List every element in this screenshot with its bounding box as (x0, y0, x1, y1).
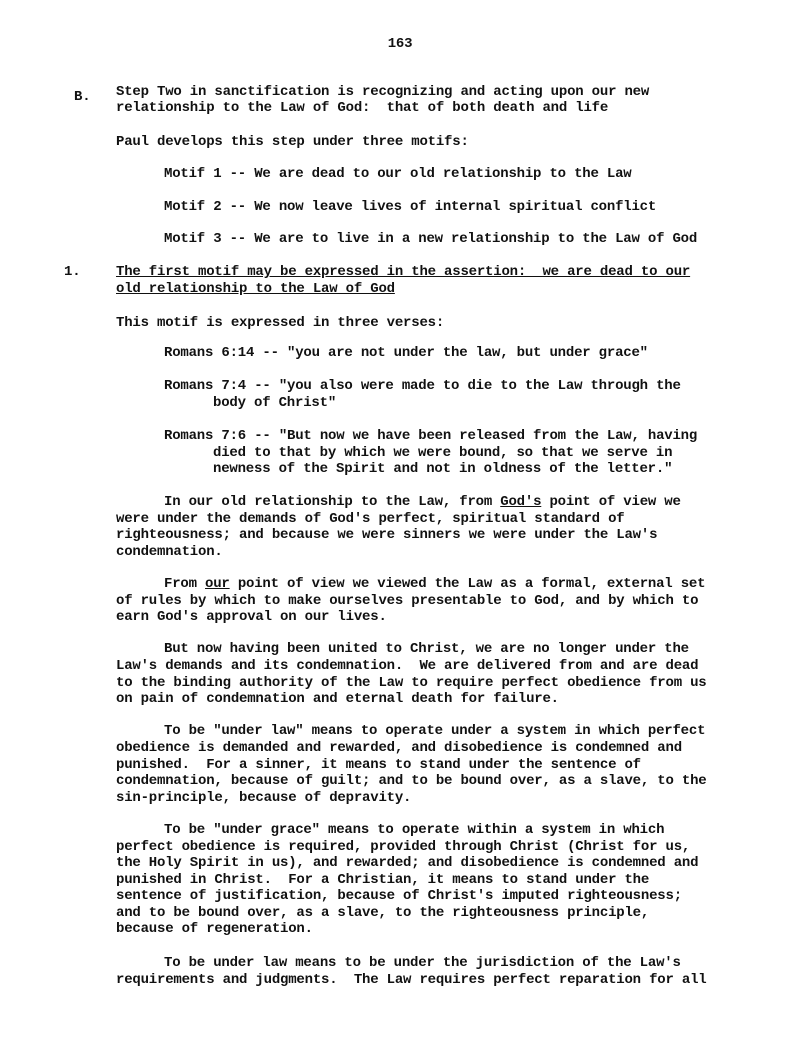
verses-intro: This motif is expressed in three verses: (116, 315, 445, 331)
paragraph-2-text-c: point of view we viewed the Law as a formal, external set (229, 576, 706, 592)
paragraph-5-line-2: perfect obedience is required, provided through Christ (Christ for us, (116, 839, 691, 855)
paragraph-1-text-a: In our old relationship to the Law, from (164, 494, 501, 510)
verse-romans-6-14: Romans 6:14 -- "you are not under the law, but under grace" (164, 345, 648, 361)
verse-romans-7-6-line-3: newness of the Spirit and not in oldness of the letter." (213, 461, 673, 477)
section-b-label: B. (74, 89, 91, 105)
paragraph-5-line-3: the Holy Spirit in us), and rewarded; and disobedience is condemned and (116, 855, 699, 871)
section-b-line-2: relationship to the Law of God: that of both death and life (116, 100, 609, 116)
paragraph-4-line-4: condemnation, because of guilt; and to be bound over, as a slave, to the (116, 773, 707, 789)
paragraph-1-line-1 (164, 494, 681, 511)
paragraph-4-line-5: sin-principle, because of depravity. (116, 790, 412, 806)
paragraph-1-line-3: righteousness; and because we were sinners we were under the Law's (116, 527, 658, 543)
point-1-label: 1. (64, 264, 81, 280)
paragraph-5-line-7: because of regeneration. (116, 921, 313, 937)
paragraph-1-line-4: condemnation. (116, 544, 223, 560)
emphasis-our: our (205, 576, 230, 592)
paragraph-3-line-4: on pain of condemnation and eternal death for failure. (116, 691, 559, 707)
page-number: 163 (387, 36, 413, 52)
paragraph-2-line-3: earn God's approval on our lives. (116, 609, 387, 625)
point-1-line-1: The first motif may be expressed in the assertion: we are dead to our (116, 264, 691, 280)
motif-1: Motif 1 -- We are dead to our old relationship to the Law (164, 166, 632, 182)
paragraph-2-line-1 (164, 576, 705, 593)
paragraph-3-line-1: But now having been united to Christ, we are no longer under the (164, 641, 689, 657)
paragraph-5-line-6: and to be bound over, as a slave, to the righteousness principle, (116, 905, 650, 921)
paragraph-4-line-3: punished. For a sinner, it means to stand under the sentence of (116, 757, 641, 773)
verse-romans-7-4-line-1: Romans 7:4 -- "you also were made to die to the Law through the (164, 378, 681, 394)
paragraph-5-line-1: To be "under grace" means to operate within a system in which (164, 822, 665, 838)
paragraph-1-text-c: point of view we (541, 494, 681, 510)
paragraph-3-line-2: Law's demands and its condemnation. We are delivered from and are dead (116, 658, 699, 674)
point-1-line-2: old relationship to the Law of God (116, 281, 395, 297)
verse-romans-7-6-line-1: Romans 7:6 -- "But now we have been released from the Law, having (164, 428, 698, 444)
verse-romans-7-4-line-2: body of Christ" (213, 395, 337, 411)
motif-3: Motif 3 -- We are to live in a new relationship to the Law of God (164, 231, 698, 247)
verse-romans-7-6-line-2: died to that by which we were bound, so that we serve in (213, 445, 673, 461)
paragraph-3-line-3: to the binding authority of the Law to require perfect obedience from us (116, 675, 707, 691)
motifs-intro: Paul develops this step under three motifs: (116, 134, 469, 150)
paragraph-4-line-1: To be "under law" means to operate under a system in which perfect (164, 723, 706, 739)
paragraph-6-line-1: To be under law means to be under the jurisdiction of the Law's (164, 955, 681, 971)
paragraph-6-line-2: requirements and judgments. The Law requires perfect reparation for all (116, 972, 707, 988)
paragraph-1-line-2: were under the demands of God's perfect, spiritual standard of (116, 511, 625, 527)
emphasis-gods: God's (500, 494, 542, 510)
motif-2: Motif 2 -- We now leave lives of internal spiritual conflict (164, 199, 657, 215)
paragraph-2-text-a: From (164, 576, 206, 592)
paragraph-4-line-2: obedience is demanded and rewarded, and disobedience is condemned and (116, 740, 682, 756)
section-b-line-1: Step Two in sanctification is recognizing and acting upon our new (116, 84, 650, 100)
paragraph-2-line-2: of rules by which to make ourselves presentable to God, and by which to (116, 593, 699, 609)
paragraph-5-line-5: sentence of justification, because of Christ's imputed righteousness; (116, 888, 682, 904)
paragraph-5-line-4: punished in Christ. For a Christian, it means to stand under the (116, 872, 650, 888)
